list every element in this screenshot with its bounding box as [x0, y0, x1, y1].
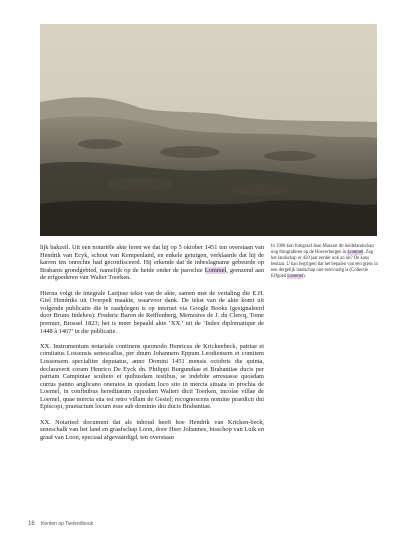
paragraph-1-text-end: , grenzend aan de erfgoederen van Walter Toorken. [40, 266, 265, 282]
paragraph-1 [40, 244, 264, 282]
caption-highlight-lommel-2: Lommel [287, 274, 304, 279]
paragraph-4: XX. Notarieel document dat als inhoud heeft hoe Hendrik van Kricken-beck, seneschalk van het land en graafschap Loon, door Heer Johannes, bisschop van Luik en graaf van Loon, speciaal afgevaardigd, ten overstaan [40, 418, 264, 441]
page-footer [28, 521, 93, 527]
caption-text: In 1908 kon fotograaf Jean Massart dit heidelandschap nog fotograferen op de Hoeverbergen in [271, 244, 374, 255]
photo-caption [271, 244, 379, 280]
caption-text-middle: . Zag het landschap er 450 jaar eerder ook zo uit? De kans bestaat. U kan begrijpen dat het bepalen van een grens in een dergelijk landschap niet eenvoudig is (Collectie Erfgoed [271, 250, 378, 279]
paragraph-1-text: lijk bakzeil. Uit een notariële akte leren we dat hij op 5 oktober 1451 ten overstaan van Hendrik van Ecyk, schout van Kempenland, en enkele getuigen, verklaarde dat hij de karren ten onrechte had geconfisceerd. Hij erkende dat de inbeslagname gebeurde op Brabants grondgebied, namelijk op de heide onder de parochie [40, 244, 264, 274]
paragraph-2: Hierna volgt de integrale Latijnse tekst van de akte, samen met de vertaling die E.H. Giel Hendriks uit Overpelt maakte, waarvoor dank. De tekst van de akte komt uit volgende publicatie die te raadplegen is op internet via Google Books (gesignaleerd door Bruno Indekeu): Frederic Baron de Reiffenberg, Memoires de J. du Clercq, Tome premier, Brussel 1823; het is meer bepaald akte ‘XX.’ uit de ‘Index diplomatique de 1448 à 1467’ in die publicatie. [40, 289, 264, 335]
page-number: 16 [28, 521, 35, 527]
caption-highlight-lommel: Lommel [347, 250, 364, 255]
highlight-lommel: Lommel [204, 266, 227, 274]
landscape-photo [40, 24, 377, 236]
caption-text-end: ). [303, 274, 306, 279]
publication-title: Kenten op Tselerolbook [41, 521, 94, 527]
paragraph-3: XX. Instrumentum notariale continens quomodo Henricus de Krickenbeck, patriae et comitatus Lossensis senescallus, per dnum Johannem Eppum Leodiensem et comitem Lossensem specialiter deputatus, anno Domini 1451 mensis octobris die quinta, declaraverit coram Henrico De Eyck dn. Philippi Burgundiae et Brabantiae ducis per patriam Campiniae sculteto et quibusdam testibus, se indebite arrestasse quosdam currus panno anglicano oneratos in quodam loco sito in mercta situata in prochia de Loemel, in confinibus hereditatum cujusdam Walteri dicti Toerken, incolae villae de Loemel, quae mercta sita est retro villam de Gestel; recognoscens nomine praedicti dni Episcopi, praetactum locum esse sub dominio dni ducis Brabantiae. [40, 342, 264, 411]
main-text-column [40, 244, 264, 449]
heathland-photo-icon [40, 24, 377, 236]
